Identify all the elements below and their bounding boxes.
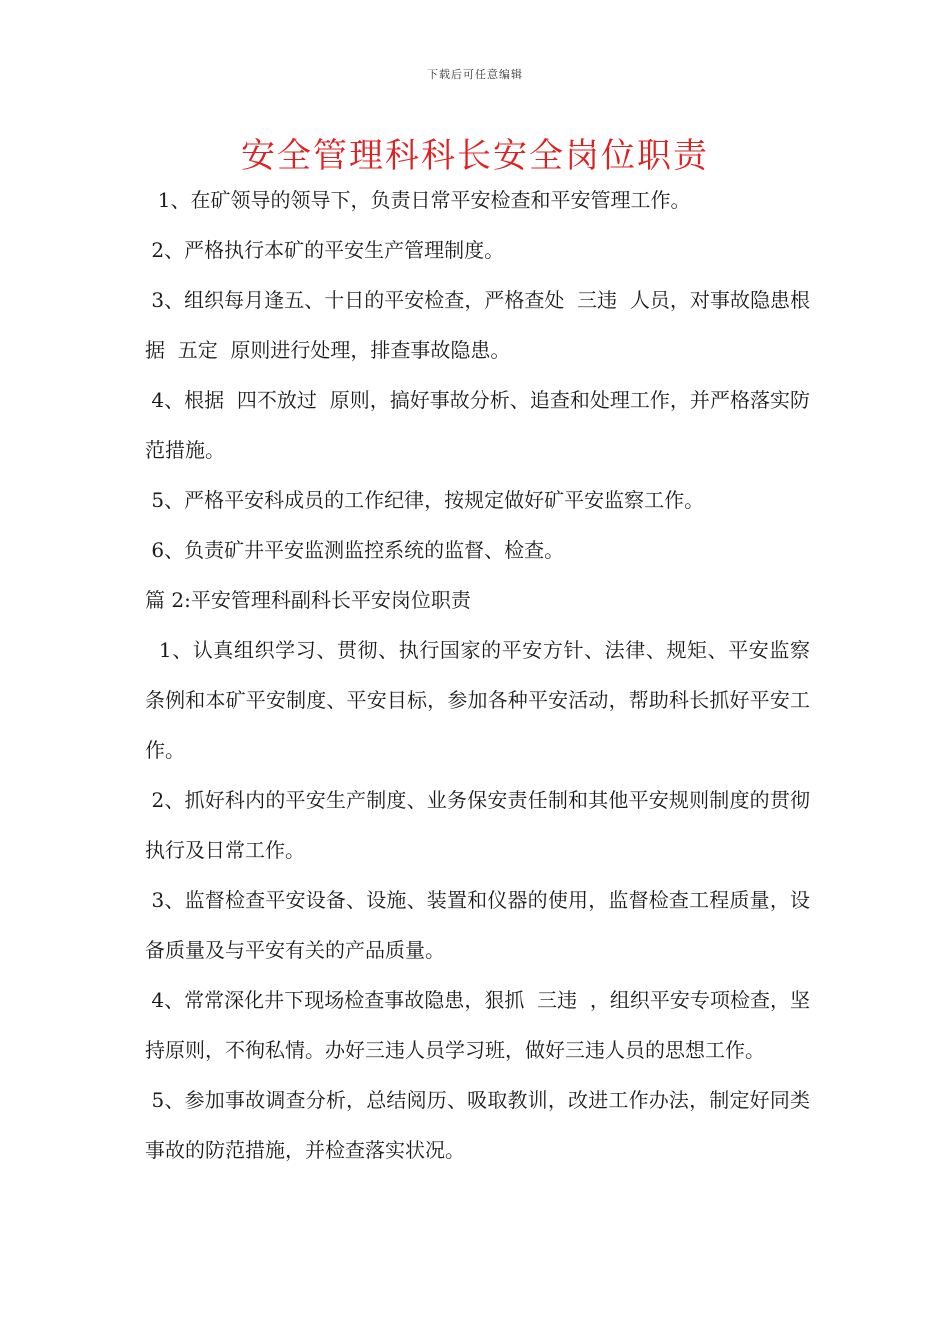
section2-item-1: 1、认真组织学习、贯彻、执行国家的平安方针、法律、规矩、平安监察条例和本矿平安制度、平安目标，参加各种平安活动，帮助科长抓好平安工作。 — [145, 638, 810, 762]
document-body — [145, 175, 810, 1175]
section1-item-5: 5、严格平安科成员的工作纪律，按规定做好矿平安监察工作。 — [145, 488, 705, 512]
section1-item-4: 4、根据 四不放过 原则，搞好事故分析、追查和处理工作，并严格落实防范措施。 — [145, 388, 810, 462]
section1-item-3: 3、组织每月逢五、十日的平安检查，严格查处 三违 人员，对事故隐患根据 五定 原则进行处理，排查事故隐患。 — [145, 288, 810, 362]
section2-item-5: 5、参加事故调查分析，总结阅历、吸取教训，改进工作办法，制定好同类事故的防范措施，并检查落实状况。 — [145, 1088, 810, 1162]
section1-item-1: 1、在矿领导的领导下，负责日常平安检查和平安管理工作。 — [145, 188, 691, 212]
section2-item-4: 4、常常深化井下现场检查事故隐患，狠抓 三违 ，组织平安专项检查，坚持原则，不徇私情。办好三违人员学习班，做好三违人员的思想工作。 — [145, 988, 810, 1062]
section2-heading: 篇 2:平安管理科副科长平安岗位职责 — [145, 588, 471, 612]
section2-item-2: 2、抓好科内的平安生产制度、业务保安责任制和其他平安规则制度的贯彻执行及日常工作。 — [145, 788, 810, 862]
section1-item-2: 2、严格执行本矿的平安生产管理制度。 — [145, 238, 505, 262]
section1-item-6: 6、负责矿井平安监测监控系统的监督、检查。 — [145, 538, 565, 562]
document-title: 安全管理科科长安全岗位职责 — [241, 136, 709, 176]
section2-item-3: 3、监督检查平安设备、设施、装置和仪器的使用，监督检查工程质量，设备质量及与平安有关的产品质量。 — [145, 888, 810, 962]
header-note: 下载后可任意编辑 — [427, 68, 523, 81]
